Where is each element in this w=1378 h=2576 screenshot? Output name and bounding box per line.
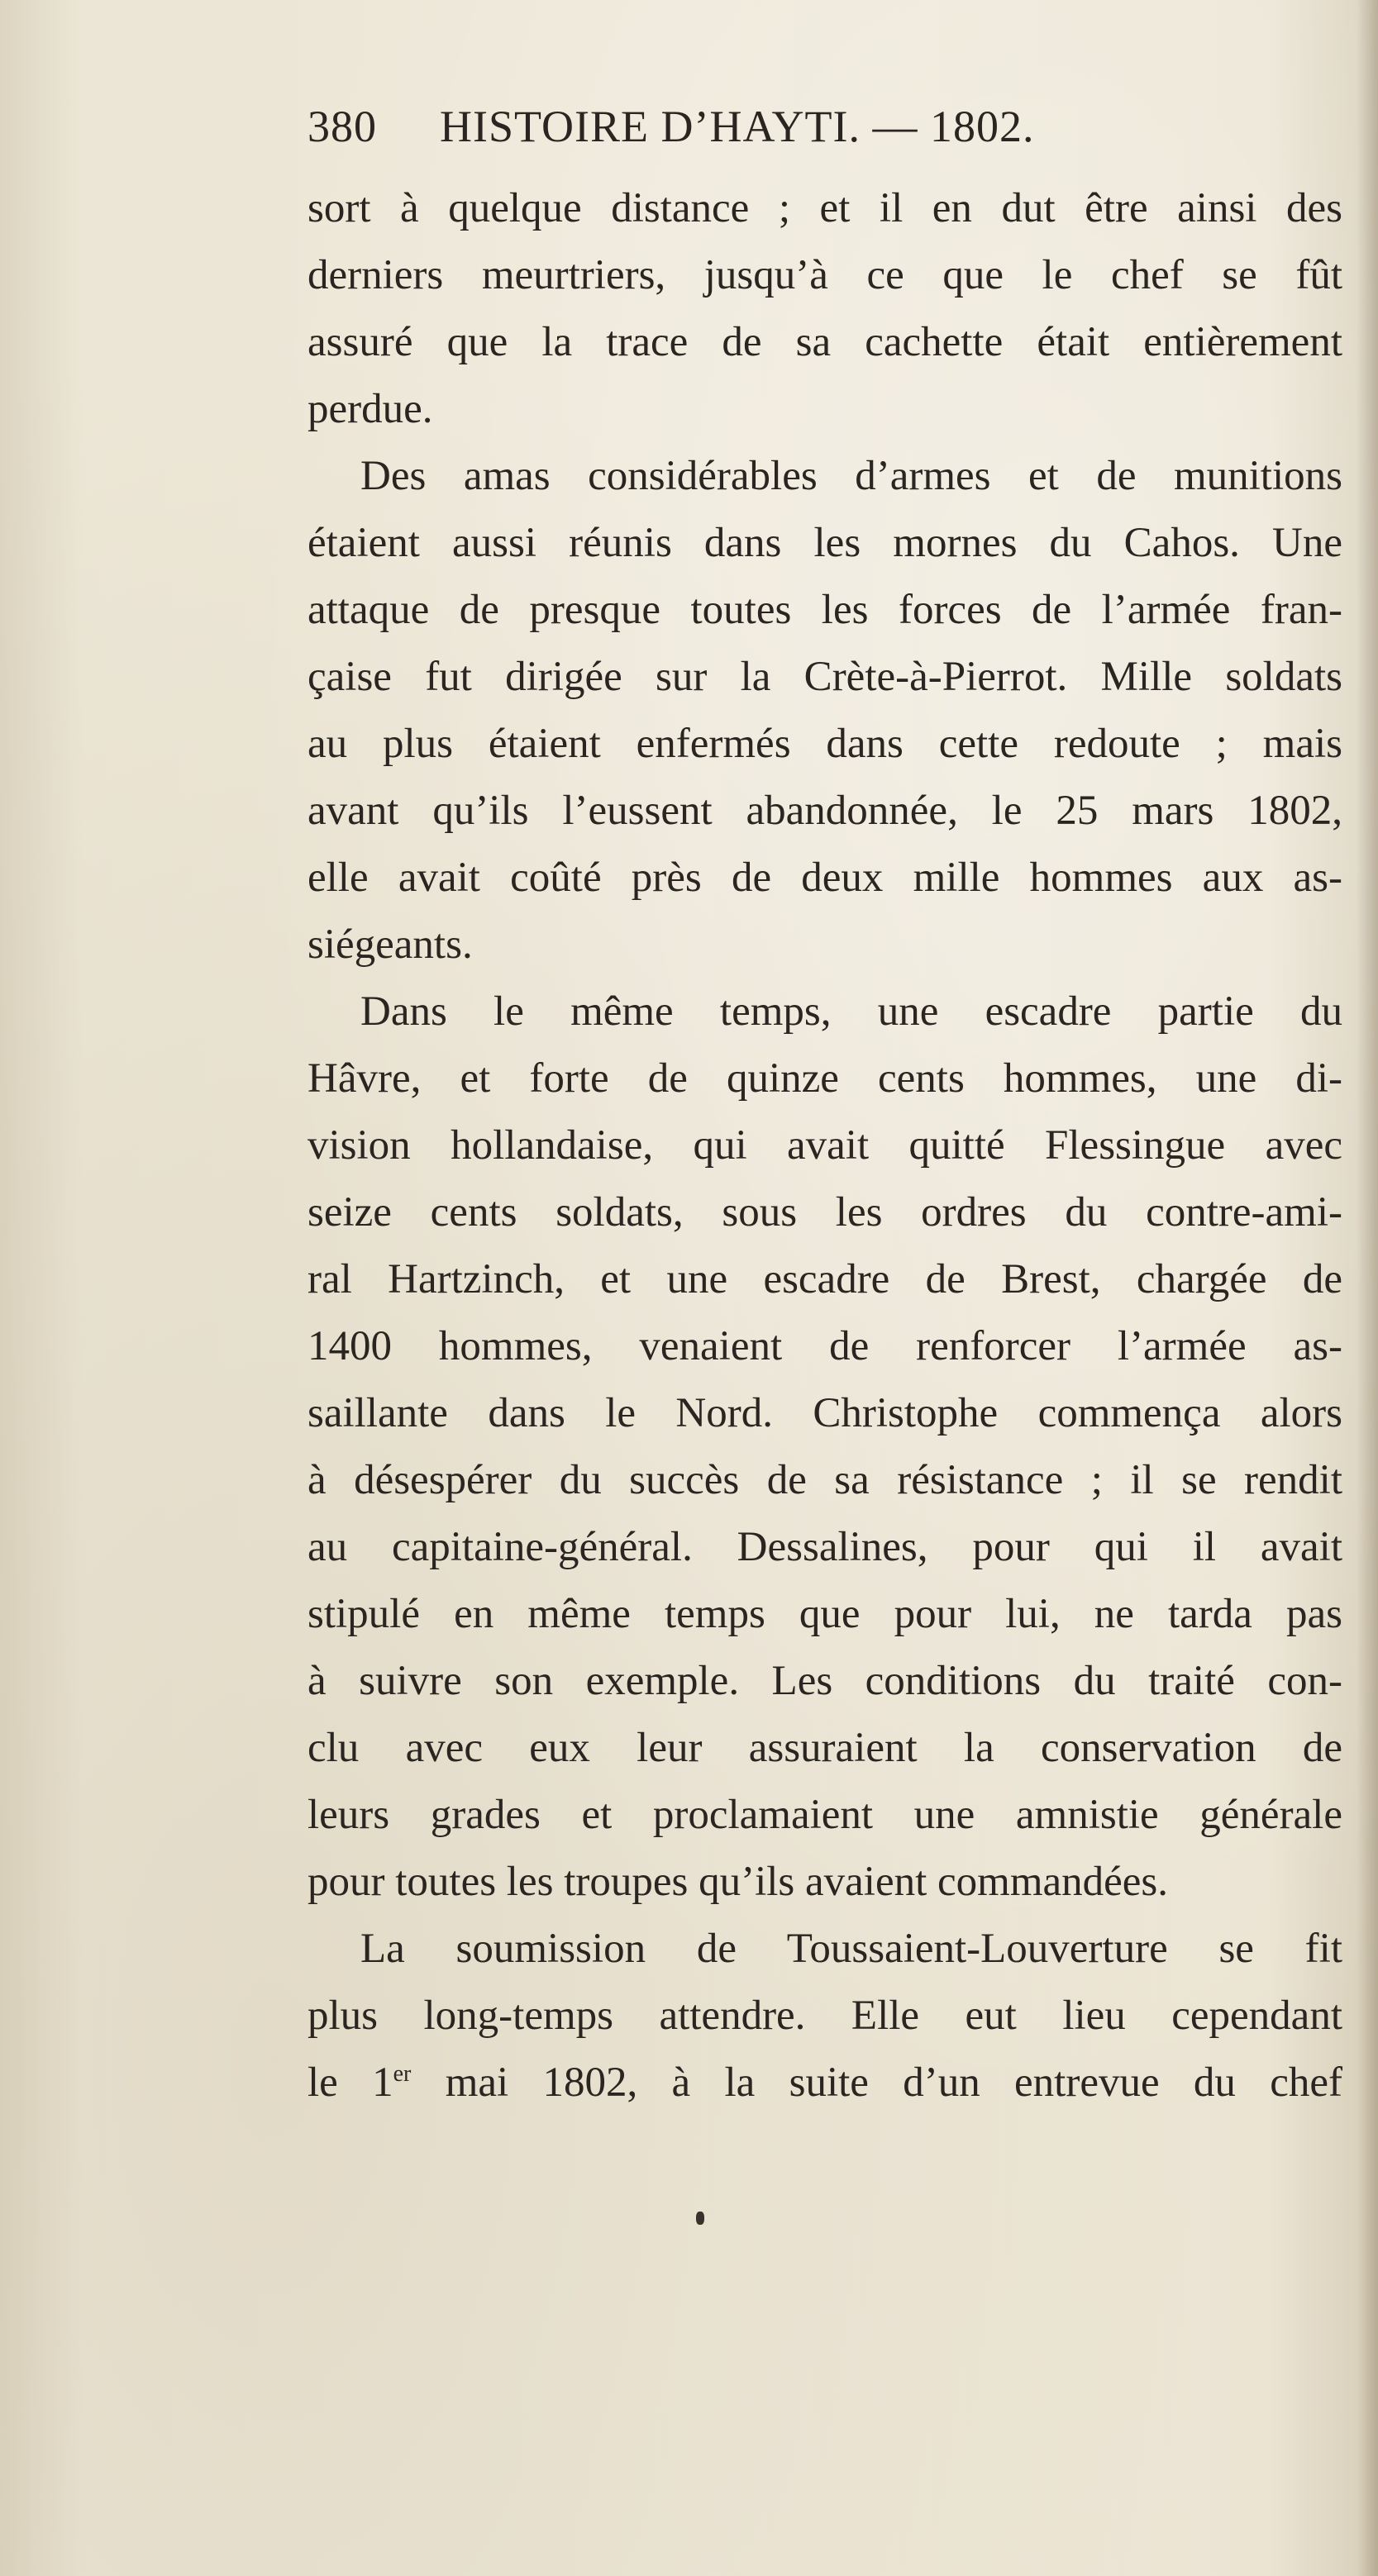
text-line: attaque de presque toutes les forces de l’armée fran- bbox=[308, 587, 1342, 633]
text-line: vision hollandaise, qui avait quitté Flessingue avec bbox=[308, 1122, 1342, 1169]
text-line: leurs grades et proclamaient une amnistie générale bbox=[308, 1792, 1342, 1838]
text-line: au capitaine-général. Dessalines, pour qui il avait bbox=[308, 1524, 1342, 1570]
text-line: La soumission de Toussaient-Louverture se fit bbox=[360, 1926, 1342, 1972]
text-line: plus long-temps attendre. Elle eut lieu cependant bbox=[308, 1993, 1342, 2039]
page-number: 380 bbox=[308, 102, 377, 151]
final-line-start: le 1 bbox=[308, 2059, 393, 2106]
text-line: saillante dans le Nord. Christophe commença alors bbox=[308, 1390, 1342, 1436]
text-line: çaise fut dirigée sur la Crète-à-Pierrot. Mille soldats bbox=[308, 654, 1342, 700]
text-line: elle avait coûté près de deux mille hommes aux as- bbox=[308, 855, 1342, 901]
text-line: Hâvre, et forte de quinze cents hommes, une di- bbox=[308, 1055, 1342, 1102]
text-line: stipulé en même temps que pour lui, ne tarda pas bbox=[308, 1591, 1342, 1637]
text-line: avant qu’ils l’eussent abandonnée, le 25 mars 1802, bbox=[308, 788, 1342, 834]
text-line: à désespérer du succès de sa résistance ; il se rendit bbox=[308, 1457, 1342, 1503]
text-line: au plus étaient enfermés dans cette redoute ; mais bbox=[308, 721, 1342, 767]
page-edge-shadow bbox=[1357, 0, 1378, 2576]
text-line: seize cents soldats, sous les ordres du contre-ami- bbox=[308, 1189, 1342, 1236]
text-line: assuré que la trace de sa cachette était entièrement bbox=[308, 319, 1342, 365]
body-text bbox=[308, 175, 1342, 2117]
running-head bbox=[308, 98, 1217, 155]
text-line: pour toutes les troupes qu’ils avaient commandées. bbox=[308, 1859, 1168, 1905]
text-line: étaient aussi réunis dans les mornes du Cahos. Une bbox=[308, 520, 1342, 566]
text-line: clu avec eux leur assuraient la conservation de bbox=[308, 1725, 1342, 1771]
running-title: HISTOIRE D’HAYTI. — 1802. bbox=[440, 102, 1035, 151]
text-line: siégeants. bbox=[308, 921, 473, 968]
text-line: derniers meurtriers, jusqu’à ce que le chef se fût bbox=[308, 252, 1342, 298]
text-line: 1400 hommes, venaient de renforcer l’armée as- bbox=[308, 1323, 1342, 1369]
text-line: à suivre son exemple. Les conditions du traité con- bbox=[308, 1658, 1342, 1704]
final-line-superscript: er bbox=[393, 2061, 412, 2087]
text-line: Des amas considérables d’armes et de munitions bbox=[360, 453, 1342, 499]
text-line: perdue. bbox=[308, 386, 433, 432]
ink-speck bbox=[696, 2212, 704, 2225]
text-line-final bbox=[308, 2050, 1342, 2117]
text-line: ral Hartzinch, et une escadre de Brest, chargée de bbox=[308, 1256, 1342, 1302]
final-line-end: mai 1802, à la suite d’un entrevue du chef bbox=[411, 2059, 1342, 2106]
text-line: Dans le même temps, une escadre partie du bbox=[360, 988, 1342, 1035]
text-line: sort à quelque distance ; et il en dut être ainsi des bbox=[308, 185, 1342, 231]
